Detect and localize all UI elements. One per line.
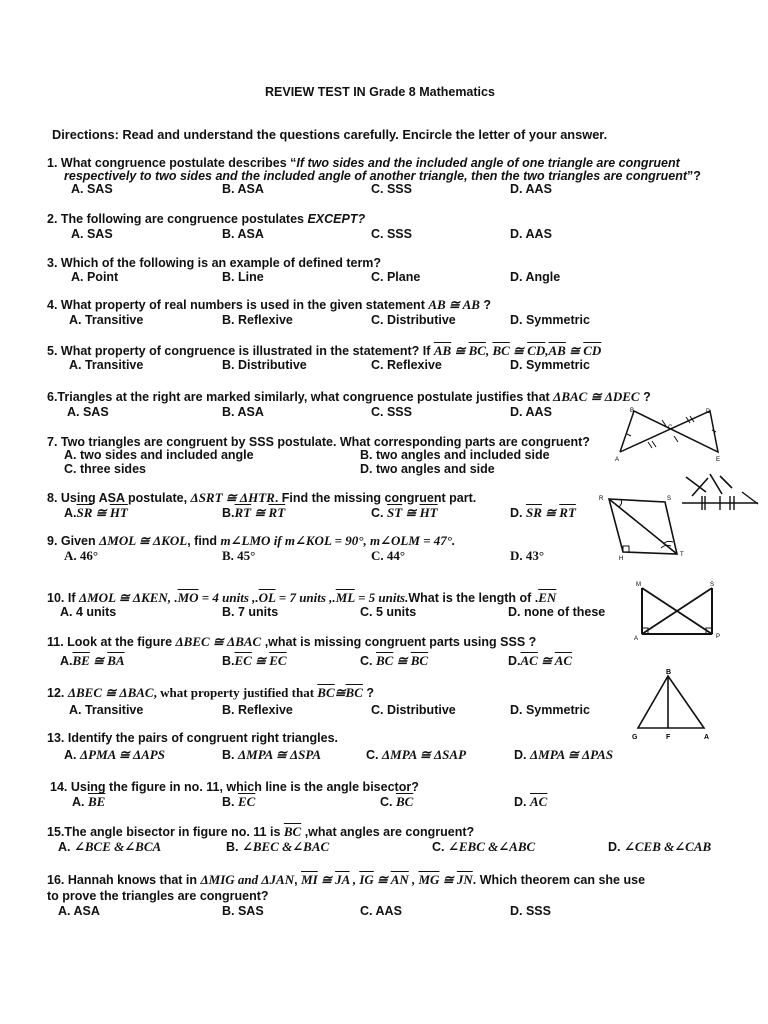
- question-5-stem: 5. What property of congruence is illustrated in the statement? If $\overline{AB}$ ≅ $\overline{BC}$, $\overline{BC}$ ≅ $\overline{CD},\overline{AB}$ ≅ $\overline{CD}$: [47, 343, 602, 358]
- question-1-stem: 1. What congruence postulate describes “If two sides and the included angle of one triangle are congruent: [47, 156, 680, 170]
- question-7-choice-c[interactable]: C. three sides: [64, 462, 146, 476]
- question-5-choice-b[interactable]: B. Distributive: [222, 358, 307, 372]
- question-5-choice-d[interactable]: D. Symmetric: [510, 358, 590, 372]
- question-7-choice-a[interactable]: A. two sides and included angle: [64, 448, 254, 462]
- figure-q8-quadrilateral: [597, 492, 691, 562]
- page-title: REVIEW TEST IN Grade 8 Mathematics: [265, 85, 495, 99]
- figure-q6-triangles: [612, 406, 726, 464]
- question-13-choice-b[interactable]: B. ΔMPA ≅ ΔSPA: [222, 747, 322, 762]
- question-4-stem: 4. What property of real numbers is used in the given statement AB ≅ AB ?: [47, 297, 492, 312]
- question-2-choice-c[interactable]: C. SSS: [371, 227, 412, 241]
- figure-q10-label-m: M: [636, 582, 641, 588]
- question-10-choice-b[interactable]: B. 7 units: [222, 605, 279, 619]
- question-9-choice-b[interactable]: B. 45°: [222, 548, 256, 563]
- figure-q6-label-e: E: [716, 457, 721, 463]
- question-10-choice-c[interactable]: C. 5 units: [360, 605, 417, 619]
- question-2-choice-a[interactable]: A. SAS: [71, 227, 113, 241]
- tick-mark: [627, 434, 631, 436]
- question-3-choice-c[interactable]: C. Plane: [371, 270, 421, 284]
- question-10-choice-d[interactable]: D. none of these: [508, 605, 606, 619]
- question-12-stem: 12. ΔBEC ≅ ΔBAC, what property justified that $\overline{BC}≅\overline{BC}$ ?: [47, 685, 374, 700]
- question-16-choice-b[interactable]: B. SAS: [222, 904, 264, 918]
- question-3-choice-a[interactable]: A. Point: [71, 270, 119, 284]
- question-11-stem: 11. Look at the figure ΔBEC ≅ ΔBAC ,what is missing congruent parts using SSS ?: [47, 634, 537, 649]
- question-14-choice-b[interactable]: B. $\overline{EC}$: [222, 794, 256, 809]
- question-6-choice-a[interactable]: A. SAS: [67, 405, 109, 419]
- question-13-choice-a[interactable]: A. ΔPMA ≅ ΔAPS: [64, 747, 165, 762]
- question-4-choice-d[interactable]: D. Symmetric: [510, 313, 590, 327]
- question-14-choice-a[interactable]: A. $\overline{BE}$: [72, 794, 106, 809]
- figure-q6-label-c: C: [668, 425, 673, 431]
- figure-line: [692, 478, 708, 496]
- question-7-choice-d[interactable]: D. two angles and side: [360, 462, 495, 476]
- question-3-choice-b[interactable]: B. Line: [222, 270, 264, 284]
- question-11-choice-b[interactable]: $B.\overline{EC}$ ≅ $\overline{EC}$: [222, 653, 287, 668]
- figure-q11-label-g: G: [632, 734, 638, 741]
- directions: Directions: Read and understand the questions carefully. Encircle the letter of your answer.: [52, 127, 608, 142]
- question-8-choice-b[interactable]: $B.\overline{RT}$ ≅ $\overline{RT}$: [222, 505, 286, 520]
- figure-q11-label-f: F: [666, 734, 671, 741]
- figure-angle-marks: [680, 470, 762, 514]
- question-1-choice-d[interactable]: D. AAS: [510, 182, 552, 196]
- question-12-choice-d[interactable]: D. Symmetric: [510, 703, 590, 717]
- question-3-stem: 3. Which of the following is an example of defined term?: [47, 256, 382, 270]
- question-12-choice-a[interactable]: A. Transitive: [69, 703, 144, 717]
- figure-q10-rectangle: [632, 578, 726, 642]
- question-1-choice-c[interactable]: C. SSS: [371, 182, 412, 196]
- question-4-choice-b[interactable]: B. Reflexive: [222, 313, 293, 327]
- question-14-choice-d[interactable]: D. $\overline{AC}$: [514, 794, 548, 809]
- question-8-choice-a[interactable]: $A.\overline{SR}$ ≅ $\overline{HT}$: [64, 505, 128, 520]
- question-15-stem: 15.The angle bisector in figure no. 11 is $\overline{BC}$ ,what angles are congruent?: [47, 824, 475, 839]
- question-5-choice-a[interactable]: A. Transitive: [69, 358, 144, 372]
- question-8-stem: 8. Using ASA postulate, ΔSRT ≅ ΔHTR. Find the missing congruent part.: [47, 490, 477, 505]
- question-2-choice-d[interactable]: D. AAS: [510, 227, 552, 241]
- question-11-choice-a[interactable]: $A.\overline{BE}$ ≅ $\overline{BA}$: [60, 653, 125, 668]
- question-16-stem-cont: to prove the triangles are congruent?: [47, 889, 269, 903]
- question-9-stem: 9. Given ΔMOL ≅ ΔKOL, find m∠LMO if m∠KOL = 90°, m∠OLM = 47°.: [47, 533, 456, 548]
- question-9-choice-c[interactable]: C. 44°: [371, 548, 406, 563]
- figure-q10-label-s: S: [710, 582, 715, 588]
- question-9-choice-d[interactable]: D. 43°: [510, 548, 545, 563]
- question-15-choice-a[interactable]: A. ∠BCE &∠BCA: [58, 839, 162, 854]
- question-15-choice-d[interactable]: D. ∠CEB &∠CAB: [608, 839, 712, 854]
- question-10-stem: 10. If ΔMOL ≅ ΔKEN, $.\overline{MO} = 4$ units $,.\overline{OL} = 7$ units $,.\overline{ML} = 5$ units.What is the length of $.\overline{EN}$: [47, 590, 557, 605]
- figure-q6-label-d: D: [706, 409, 711, 415]
- question-13-choice-c[interactable]: C. ΔMPA ≅ ΔSAP: [366, 747, 467, 762]
- question-12-choice-c[interactable]: C. Distributive: [371, 703, 456, 717]
- figure-q11-triangle: [626, 666, 716, 744]
- question-5-choice-c[interactable]: C. Reflexive: [371, 358, 442, 372]
- question-8-choice-c[interactable]: C. $\overline{ST}$ ≅ $\overline{HT}$: [371, 505, 438, 520]
- tick-mark: [652, 441, 656, 447]
- figure-q10-label-a: A: [634, 636, 639, 642]
- figure-q8-label-r: R: [599, 496, 604, 502]
- question-6-choice-b[interactable]: B. ASA: [222, 405, 264, 419]
- tick-mark: [648, 442, 652, 448]
- figure-q6-label-a: A: [615, 457, 620, 463]
- figure-line: [720, 476, 732, 488]
- question-13-stem: 13. Identify the pairs of congruent right triangles.: [47, 731, 339, 745]
- figure-q6-label-b: B: [630, 408, 635, 414]
- question-11-choice-d[interactable]: $D.\overline{AC}$ ≅ $\overline{AC}$: [508, 653, 573, 668]
- question-3-choice-d[interactable]: D. Angle: [510, 270, 561, 284]
- question-6-choice-c[interactable]: C. SSS: [371, 405, 412, 419]
- figure-q8-label-s: S: [667, 496, 672, 502]
- question-16-choice-a[interactable]: A. ASA: [58, 904, 100, 918]
- question-7-choice-b[interactable]: B. two angles and included side: [360, 448, 550, 462]
- question-14-choice-c[interactable]: C. $\overline{BC}$: [380, 794, 414, 809]
- question-8-choice-d[interactable]: D. $\overline{SR}$ ≅ $\overline{RT}$: [510, 505, 576, 520]
- question-4-choice-a[interactable]: A. Transitive: [69, 313, 144, 327]
- question-15-choice-b[interactable]: B. ∠BEC &∠BAC: [226, 839, 330, 854]
- question-10-choice-a[interactable]: A. 4 units: [60, 605, 117, 619]
- right-angle-mark: [623, 546, 629, 552]
- tick-mark: [674, 436, 678, 442]
- question-11-choice-c[interactable]: C. $\overline{BC}$ ≅ $\overline{BC}$: [360, 653, 429, 668]
- question-14-stem: 14. Using the figure in no. 11, which line is the angle bisector?: [50, 780, 419, 794]
- figure-q8-label-h: H: [619, 556, 624, 562]
- question-7-stem: 7. Two triangles are congruent by SSS postulate. What corresponding parts are congruent?: [47, 435, 590, 449]
- angle-mark: [619, 500, 622, 507]
- question-2-choice-b[interactable]: B. ASA: [222, 227, 264, 241]
- question-1-choice-a[interactable]: A. SAS: [71, 182, 113, 196]
- figure-q8-label-t: T: [680, 552, 684, 558]
- figure-q11-label-b: B: [666, 669, 672, 676]
- question-1-choice-b[interactable]: B. ASA: [222, 182, 264, 196]
- figure-q11-label-a: A: [704, 734, 710, 741]
- figure-q10-label-p: P: [716, 634, 721, 640]
- question-13-choice-d[interactable]: D. ΔMPA ≅ ΔPAS: [514, 747, 614, 762]
- question-12-choice-b[interactable]: B. Reflexive: [222, 703, 293, 717]
- question-16-stem: 16. Hannah knows that in ΔMIG and ΔJAN, $\overline{MI}$ ≅ $\overline{JA}$ , $\overline{IG}$ ≅ $\overline{AN}$ , $\overline{MG}$ ≅ $\overline{JN}$. Which theorem can she use: [47, 872, 646, 887]
- question-6-choice-d[interactable]: D. AAS: [510, 405, 552, 419]
- question-6-stem: 6.Triangles at the right are marked similarly, what congruence postulate justifies that ΔBAC ≅ ΔDEC ?: [47, 389, 651, 404]
- question-9-choice-a[interactable]: A. 46°: [64, 548, 99, 563]
- question-15-choice-c[interactable]: C. ∠EBC &∠ABC: [432, 839, 536, 854]
- figure-q6-lines: [620, 411, 718, 452]
- question-16-choice-c[interactable]: C. AAS: [360, 904, 402, 918]
- question-4-choice-c[interactable]: C. Distributive: [371, 313, 456, 327]
- figure-q11-outline: [638, 676, 704, 728]
- question-16-choice-d[interactable]: D. SSS: [510, 904, 551, 918]
- question-2-stem: 2. The following are congruence postulates EXCEPT?: [47, 212, 366, 226]
- question-1-stem-cont: respectively to two sides and the included angle of another triangle, then the two triangles are congruent”?: [64, 169, 701, 183]
